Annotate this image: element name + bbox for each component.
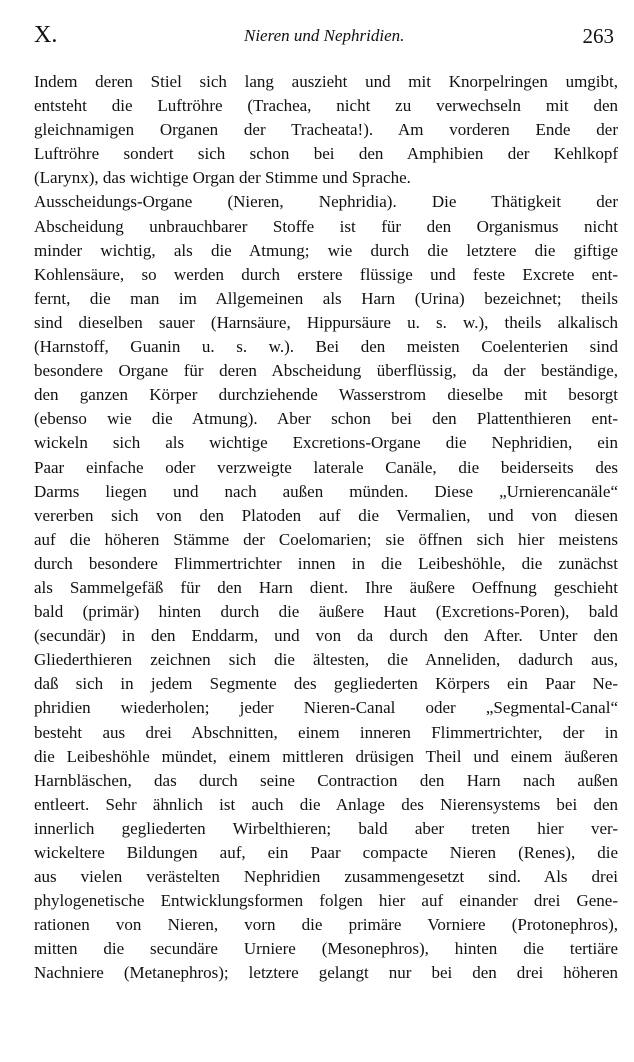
text-line: phridien wiederholen; jeder Nieren-Canal oder „Segmental-Canal“ — [34, 698, 618, 718]
text-line: auf die höheren Stämme der Coelomarien; sie öffnen sich hier meistens — [34, 529, 618, 549]
text-line: gleichnamigen Organen der Tracheata!). Am vorderen Ende der — [34, 120, 618, 140]
text-line: Darms liegen und nach außen münden. Diese „Urnierencanäle“ — [34, 481, 618, 501]
text-line: rationen von Nieren, vorn die primäre Vorniere (Protonephros), — [34, 915, 618, 935]
text-line: besondere Organe für deren Abscheidung überflüssig, da der beständige, — [34, 361, 618, 381]
text-line: wickeltere Bildungen auf, ein Paar compacte Nieren (Renes), die — [34, 843, 618, 862]
text-line: Indem deren Stiel sich lang auszieht und mit Knorpelringen umgibt, — [34, 72, 618, 91]
text-line: mitten die secundäre Urniere (Mesonephros), hinten die tertiäre — [34, 939, 618, 959]
text-line: (secundär) in den Enddarm, und von da durch den After. Unter den — [34, 626, 618, 646]
text-line: (Larynx), das wichtige Organ der Stimme und Sprache. — [34, 168, 411, 188]
text-line: den ganzen Körper durchziehende Wasserstrom dieselbe mit besorgt — [34, 385, 618, 405]
running-title: Nieren und Nephridien. — [244, 26, 405, 45]
text-line: sind dieselben sauer (Harnsäure, Hippursäure u. s. w.), theils alkalisch — [34, 312, 618, 332]
text-line: daß sich in jedem Segmente des gegliederten Körpers ein Paar Ne- — [34, 674, 618, 694]
page-header — [34, 22, 620, 50]
text-line: besteht aus drei Abschnitten, einem inneren Flimmertrichter, der in — [34, 722, 618, 742]
body-text — [34, 70, 620, 986]
text-line: innerlich gegliederten Wirbelthieren; bald aber treten hier ver- — [34, 818, 618, 838]
text-line: (Harnstoff, Guanin u. s. w.). Bei den meisten Coelenterien sind — [34, 337, 618, 357]
text-line: Nachniere (Metanephros); letztere gelangt nur bei den drei höheren — [34, 963, 618, 983]
text-line: minder wichtig, als die Atmung; wie durch die letztere die giftige — [34, 240, 618, 260]
text-line: durch besondere Flimmertrichter innen in die Leibeshöhle, die zunächst — [34, 553, 618, 573]
text-line: Paar einfache oder verzweigte laterale Canäle, die beiderseits des — [34, 457, 618, 477]
text-line: die Leibeshöhle mündet, einem mittleren drüsigen Theil und einem äußeren — [34, 746, 618, 766]
text-line: (ebenso wie die Atmung). Aber schon bei den Plattenthieren ent- — [34, 409, 618, 429]
text-line: Abscheidung unbrauchbarer Stoffe ist für den Organismus nicht — [34, 216, 618, 236]
chapter-number: X. — [34, 22, 58, 48]
text-line: phylogenetische Entwicklungsformen folgen hier auf einander drei Gene- — [34, 891, 618, 911]
text-line: fernt, die man im Allgemeinen als Harn (Urina) bezeichnet; theils — [34, 288, 618, 308]
text-line: als Sammelgefäß für den Harn dient. Ihre äußere Oeffnung geschieht — [34, 577, 618, 597]
text-line: aus vielen verästelten Nephridien zusammengesetzt sind. Als drei — [34, 867, 618, 887]
text-line: bald (primär) hinten durch die äußere Haut (Excretions-Poren), bald — [34, 602, 618, 622]
text-line: entsteht die Luftröhre (Trachea, nicht zu verwechseln mit den — [34, 96, 618, 116]
text-line: Gliederthieren zeichnen sich die ältesten, die Anneliden, dadurch aus, — [34, 650, 618, 670]
text-line: Ausscheidungs-Organe (Nieren, Nephridia). Die Thätigkeit der — [34, 192, 618, 212]
text-line: wickeln sich als wichtige Excretions-Organe die Nephridien, ein — [34, 433, 618, 453]
text-line: Harnbläschen, das durch seine Contraction den Harn nach außen — [34, 770, 618, 790]
text-line: entleert. Sehr ähnlich ist auch die Anlage des Nierensystems bei den — [34, 794, 618, 814]
text-line: Luftröhre sondert sich schon bei den Amphibien der Kehlkopf — [34, 144, 618, 164]
text-line: Kohlensäure, so werden durch erstere flüssige und feste Excrete ent- — [34, 264, 618, 284]
text-line: vererben sich von den Platoden auf die Vermalien, und von diesen — [34, 505, 618, 525]
page-number: 263 — [582, 24, 614, 48]
